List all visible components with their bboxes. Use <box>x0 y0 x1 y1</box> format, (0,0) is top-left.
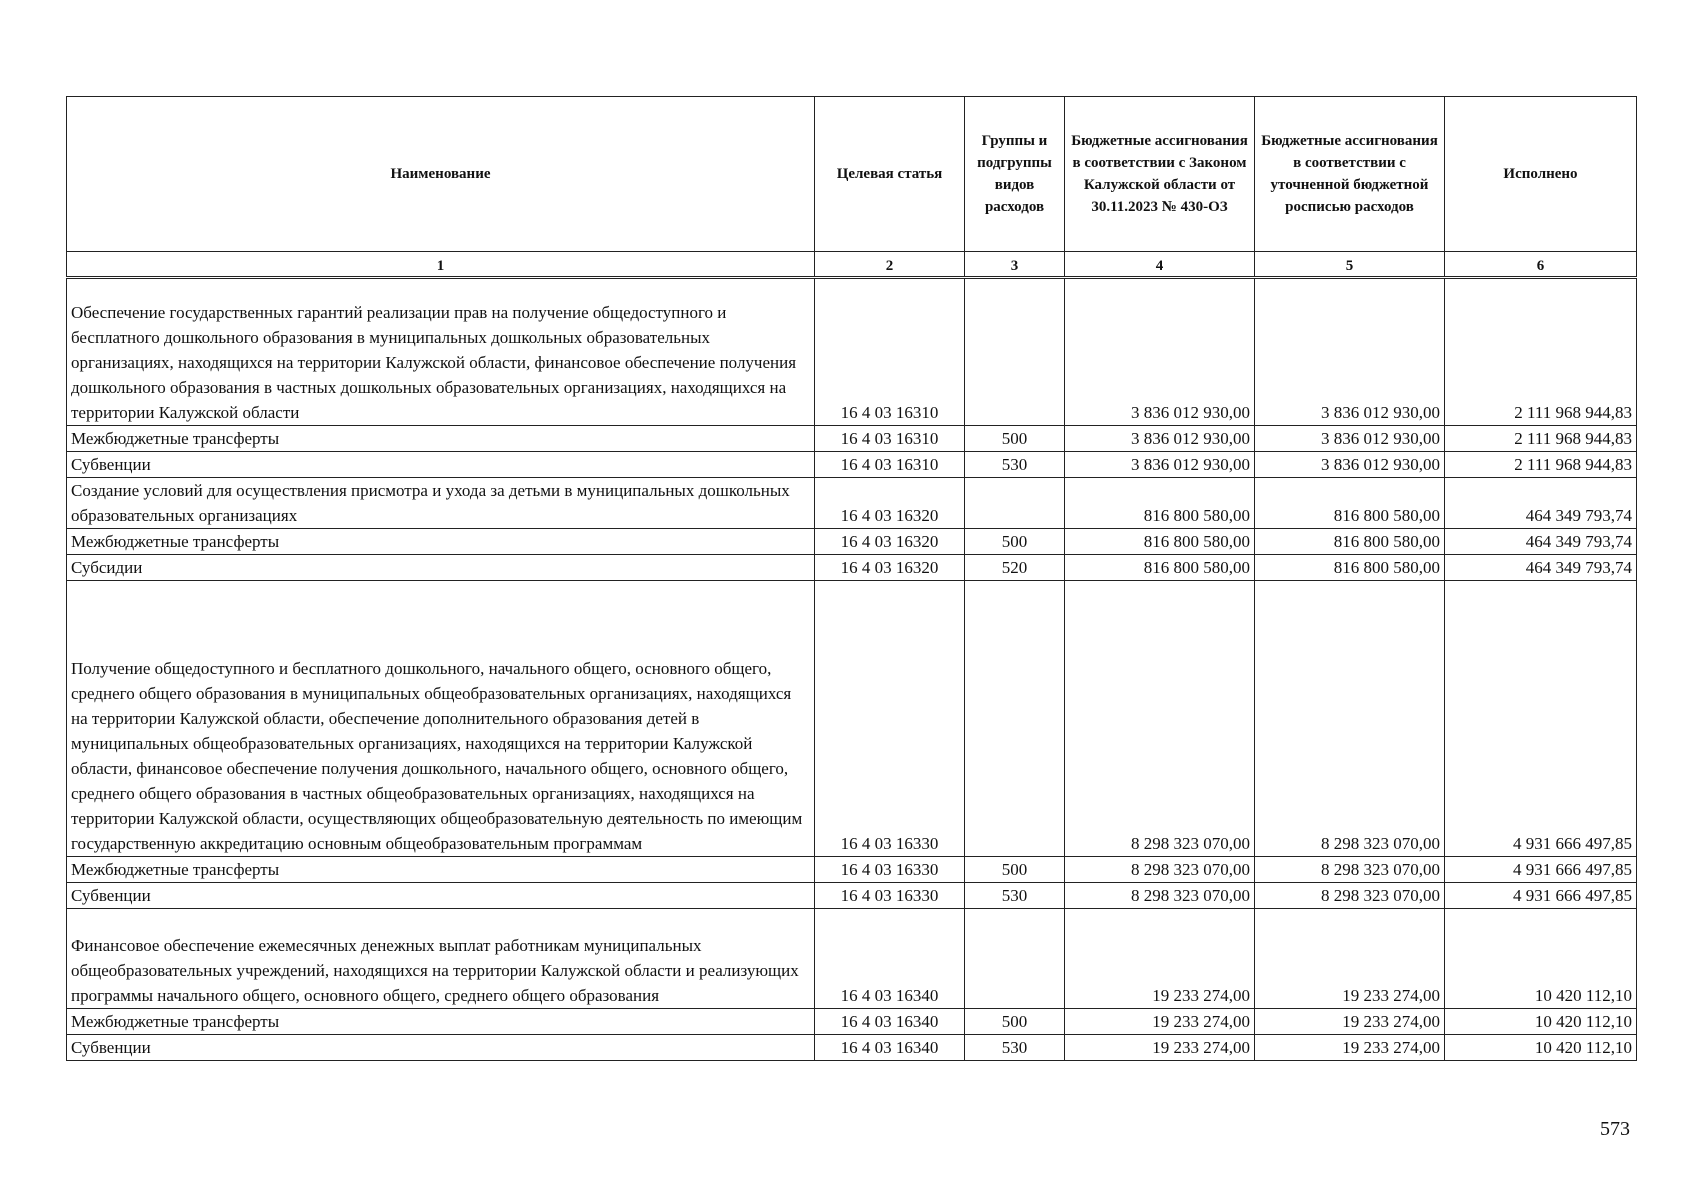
row-executed-amount: 464 349 793,74 <box>1445 555 1637 581</box>
row-executed-amount: 2 111 968 944,83 <box>1445 278 1637 426</box>
row-target-code: 16 4 03 16320 <box>815 529 965 555</box>
header-law: Бюджетные ассигнования в соответствии с Законом Калужской области от 30.11.2023 № 430-ОЗ <box>1065 97 1255 252</box>
row-updated-amount: 816 800 580,00 <box>1255 478 1445 529</box>
budget-table <box>66 96 1637 1061</box>
table-row <box>67 883 1637 909</box>
row-law-amount: 816 800 580,00 <box>1065 478 1255 529</box>
row-target-code: 16 4 03 16340 <box>815 1009 965 1035</box>
row-executed-amount: 10 420 112,10 <box>1445 1035 1637 1061</box>
table-row <box>67 857 1637 883</box>
row-name: Межбюджетные трансферты <box>67 1009 815 1035</box>
row-group: 500 <box>965 426 1065 452</box>
header-row <box>67 97 1637 252</box>
row-group <box>965 478 1065 529</box>
row-group <box>965 278 1065 426</box>
row-updated-amount: 8 298 323 070,00 <box>1255 857 1445 883</box>
row-law-amount: 3 836 012 930,00 <box>1065 426 1255 452</box>
row-updated-amount: 8 298 323 070,00 <box>1255 883 1445 909</box>
row-executed-amount: 4 931 666 497,85 <box>1445 857 1637 883</box>
row-executed-amount: 2 111 968 944,83 <box>1445 452 1637 478</box>
row-law-amount: 8 298 323 070,00 <box>1065 883 1255 909</box>
row-updated-amount: 8 298 323 070,00 <box>1255 581 1445 857</box>
row-executed-amount: 10 420 112,10 <box>1445 909 1637 1009</box>
row-target-code: 16 4 03 16310 <box>815 278 965 426</box>
column-number: 1 <box>67 252 815 278</box>
row-law-amount: 19 233 274,00 <box>1065 909 1255 1009</box>
row-executed-amount: 4 931 666 497,85 <box>1445 581 1637 857</box>
table-row <box>67 581 1637 857</box>
row-name: Субвенции <box>67 883 815 909</box>
header-target: Целевая статья <box>815 97 965 252</box>
row-group <box>965 909 1065 1009</box>
row-updated-amount: 19 233 274,00 <box>1255 1035 1445 1061</box>
row-updated-amount: 19 233 274,00 <box>1255 909 1445 1009</box>
row-updated-amount: 19 233 274,00 <box>1255 1009 1445 1035</box>
row-updated-amount: 816 800 580,00 <box>1255 529 1445 555</box>
row-target-code: 16 4 03 16340 <box>815 1035 965 1061</box>
header-executed: Исполнено <box>1445 97 1637 252</box>
column-number: 4 <box>1065 252 1255 278</box>
row-name: Получение общедоступного и бесплатного дошкольного, начального общего, основного общего, среднего общего образования в муниципальных общеобразовательных организациях, находящихся на территории Калужской области, обеспечение дополнительного образования детей в муниципальных общеобразовательных организациях, находящихся на территории Калужской области, финансовое обеспечение получения дошкольного, начального общего, основного общего, среднего общего образования в частных общеобразовательных организациях, находящихся на территории Калужской области, осуществляющих общеобразовательную деятельность по имеющим государственную аккредитацию основным общеобразовательным программам <box>67 581 815 857</box>
page-number: 573 <box>1600 1118 1630 1140</box>
row-name: Субвенции <box>67 452 815 478</box>
header-name: Наименование <box>67 97 815 252</box>
row-law-amount: 8 298 323 070,00 <box>1065 581 1255 857</box>
row-group: 520 <box>965 555 1065 581</box>
budget-sheet <box>66 96 1636 1061</box>
column-number: 2 <box>815 252 965 278</box>
column-number: 5 <box>1255 252 1445 278</box>
header-updated: Бюджетные ассигнования в соответствии с уточненной бюджетной росписью расходов <box>1255 97 1445 252</box>
table-row <box>67 529 1637 555</box>
row-updated-amount: 3 836 012 930,00 <box>1255 278 1445 426</box>
table-row <box>67 555 1637 581</box>
row-executed-amount: 464 349 793,74 <box>1445 478 1637 529</box>
row-law-amount: 19 233 274,00 <box>1065 1035 1255 1061</box>
row-executed-amount: 10 420 112,10 <box>1445 1009 1637 1035</box>
row-target-code: 16 4 03 16330 <box>815 857 965 883</box>
table-row <box>67 278 1637 426</box>
column-number: 6 <box>1445 252 1637 278</box>
row-target-code: 16 4 03 16320 <box>815 555 965 581</box>
row-name: Субвенции <box>67 1035 815 1061</box>
table-row <box>67 1035 1637 1061</box>
row-target-code: 16 4 03 16340 <box>815 909 965 1009</box>
table-row <box>67 1009 1637 1035</box>
row-target-code: 16 4 03 16310 <box>815 426 965 452</box>
row-group: 500 <box>965 1009 1065 1035</box>
row-target-code: 16 4 03 16310 <box>815 452 965 478</box>
table-row <box>67 909 1637 1009</box>
row-name: Субсидии <box>67 555 815 581</box>
row-law-amount: 816 800 580,00 <box>1065 529 1255 555</box>
row-group: 500 <box>965 529 1065 555</box>
table-row <box>67 426 1637 452</box>
row-group: 530 <box>965 883 1065 909</box>
table-row <box>67 478 1637 529</box>
row-name: Создание условий для осуществления присмотра и ухода за детьми в муниципальных дошкольных образовательных организациях <box>67 478 815 529</box>
row-updated-amount: 3 836 012 930,00 <box>1255 452 1445 478</box>
row-group <box>965 581 1065 857</box>
row-updated-amount: 816 800 580,00 <box>1255 555 1445 581</box>
row-target-code: 16 4 03 16330 <box>815 581 965 857</box>
row-group: 500 <box>965 857 1065 883</box>
row-updated-amount: 3 836 012 930,00 <box>1255 426 1445 452</box>
row-group: 530 <box>965 452 1065 478</box>
row-law-amount: 3 836 012 930,00 <box>1065 452 1255 478</box>
row-group: 530 <box>965 1035 1065 1061</box>
row-name: Межбюджетные трансферты <box>67 426 815 452</box>
table-row <box>67 452 1637 478</box>
row-executed-amount: 464 349 793,74 <box>1445 529 1637 555</box>
row-target-code: 16 4 03 16320 <box>815 478 965 529</box>
header-groups: Группы и подгруппы видов расходов <box>965 97 1065 252</box>
row-name: Обеспечение государственных гарантий реализации прав на получение общедоступного и бесплатного дошкольного образования в муниципальных дошкольных образовательных организациях, находящихся на территории Калужской области, финансовое обеспечение получения дошкольного образования в частных дошкольных образовательных организациях, находящихся на территории Калужской области <box>67 278 815 426</box>
row-law-amount: 816 800 580,00 <box>1065 555 1255 581</box>
row-target-code: 16 4 03 16330 <box>815 883 965 909</box>
row-law-amount: 8 298 323 070,00 <box>1065 857 1255 883</box>
row-name: Межбюджетные трансферты <box>67 529 815 555</box>
row-law-amount: 3 836 012 930,00 <box>1065 278 1255 426</box>
row-name: Финансовое обеспечение ежемесячных денежных выплат работникам муниципальных общеобразовательных учреждений, находящихся на территории Калужской области и реализующих программы начального общего, основного общего, среднего общего образования <box>67 909 815 1009</box>
column-number: 3 <box>965 252 1065 278</box>
row-executed-amount: 4 931 666 497,85 <box>1445 883 1637 909</box>
column-number-row <box>67 252 1637 278</box>
row-name: Межбюджетные трансферты <box>67 857 815 883</box>
row-executed-amount: 2 111 968 944,83 <box>1445 426 1637 452</box>
row-law-amount: 19 233 274,00 <box>1065 1009 1255 1035</box>
